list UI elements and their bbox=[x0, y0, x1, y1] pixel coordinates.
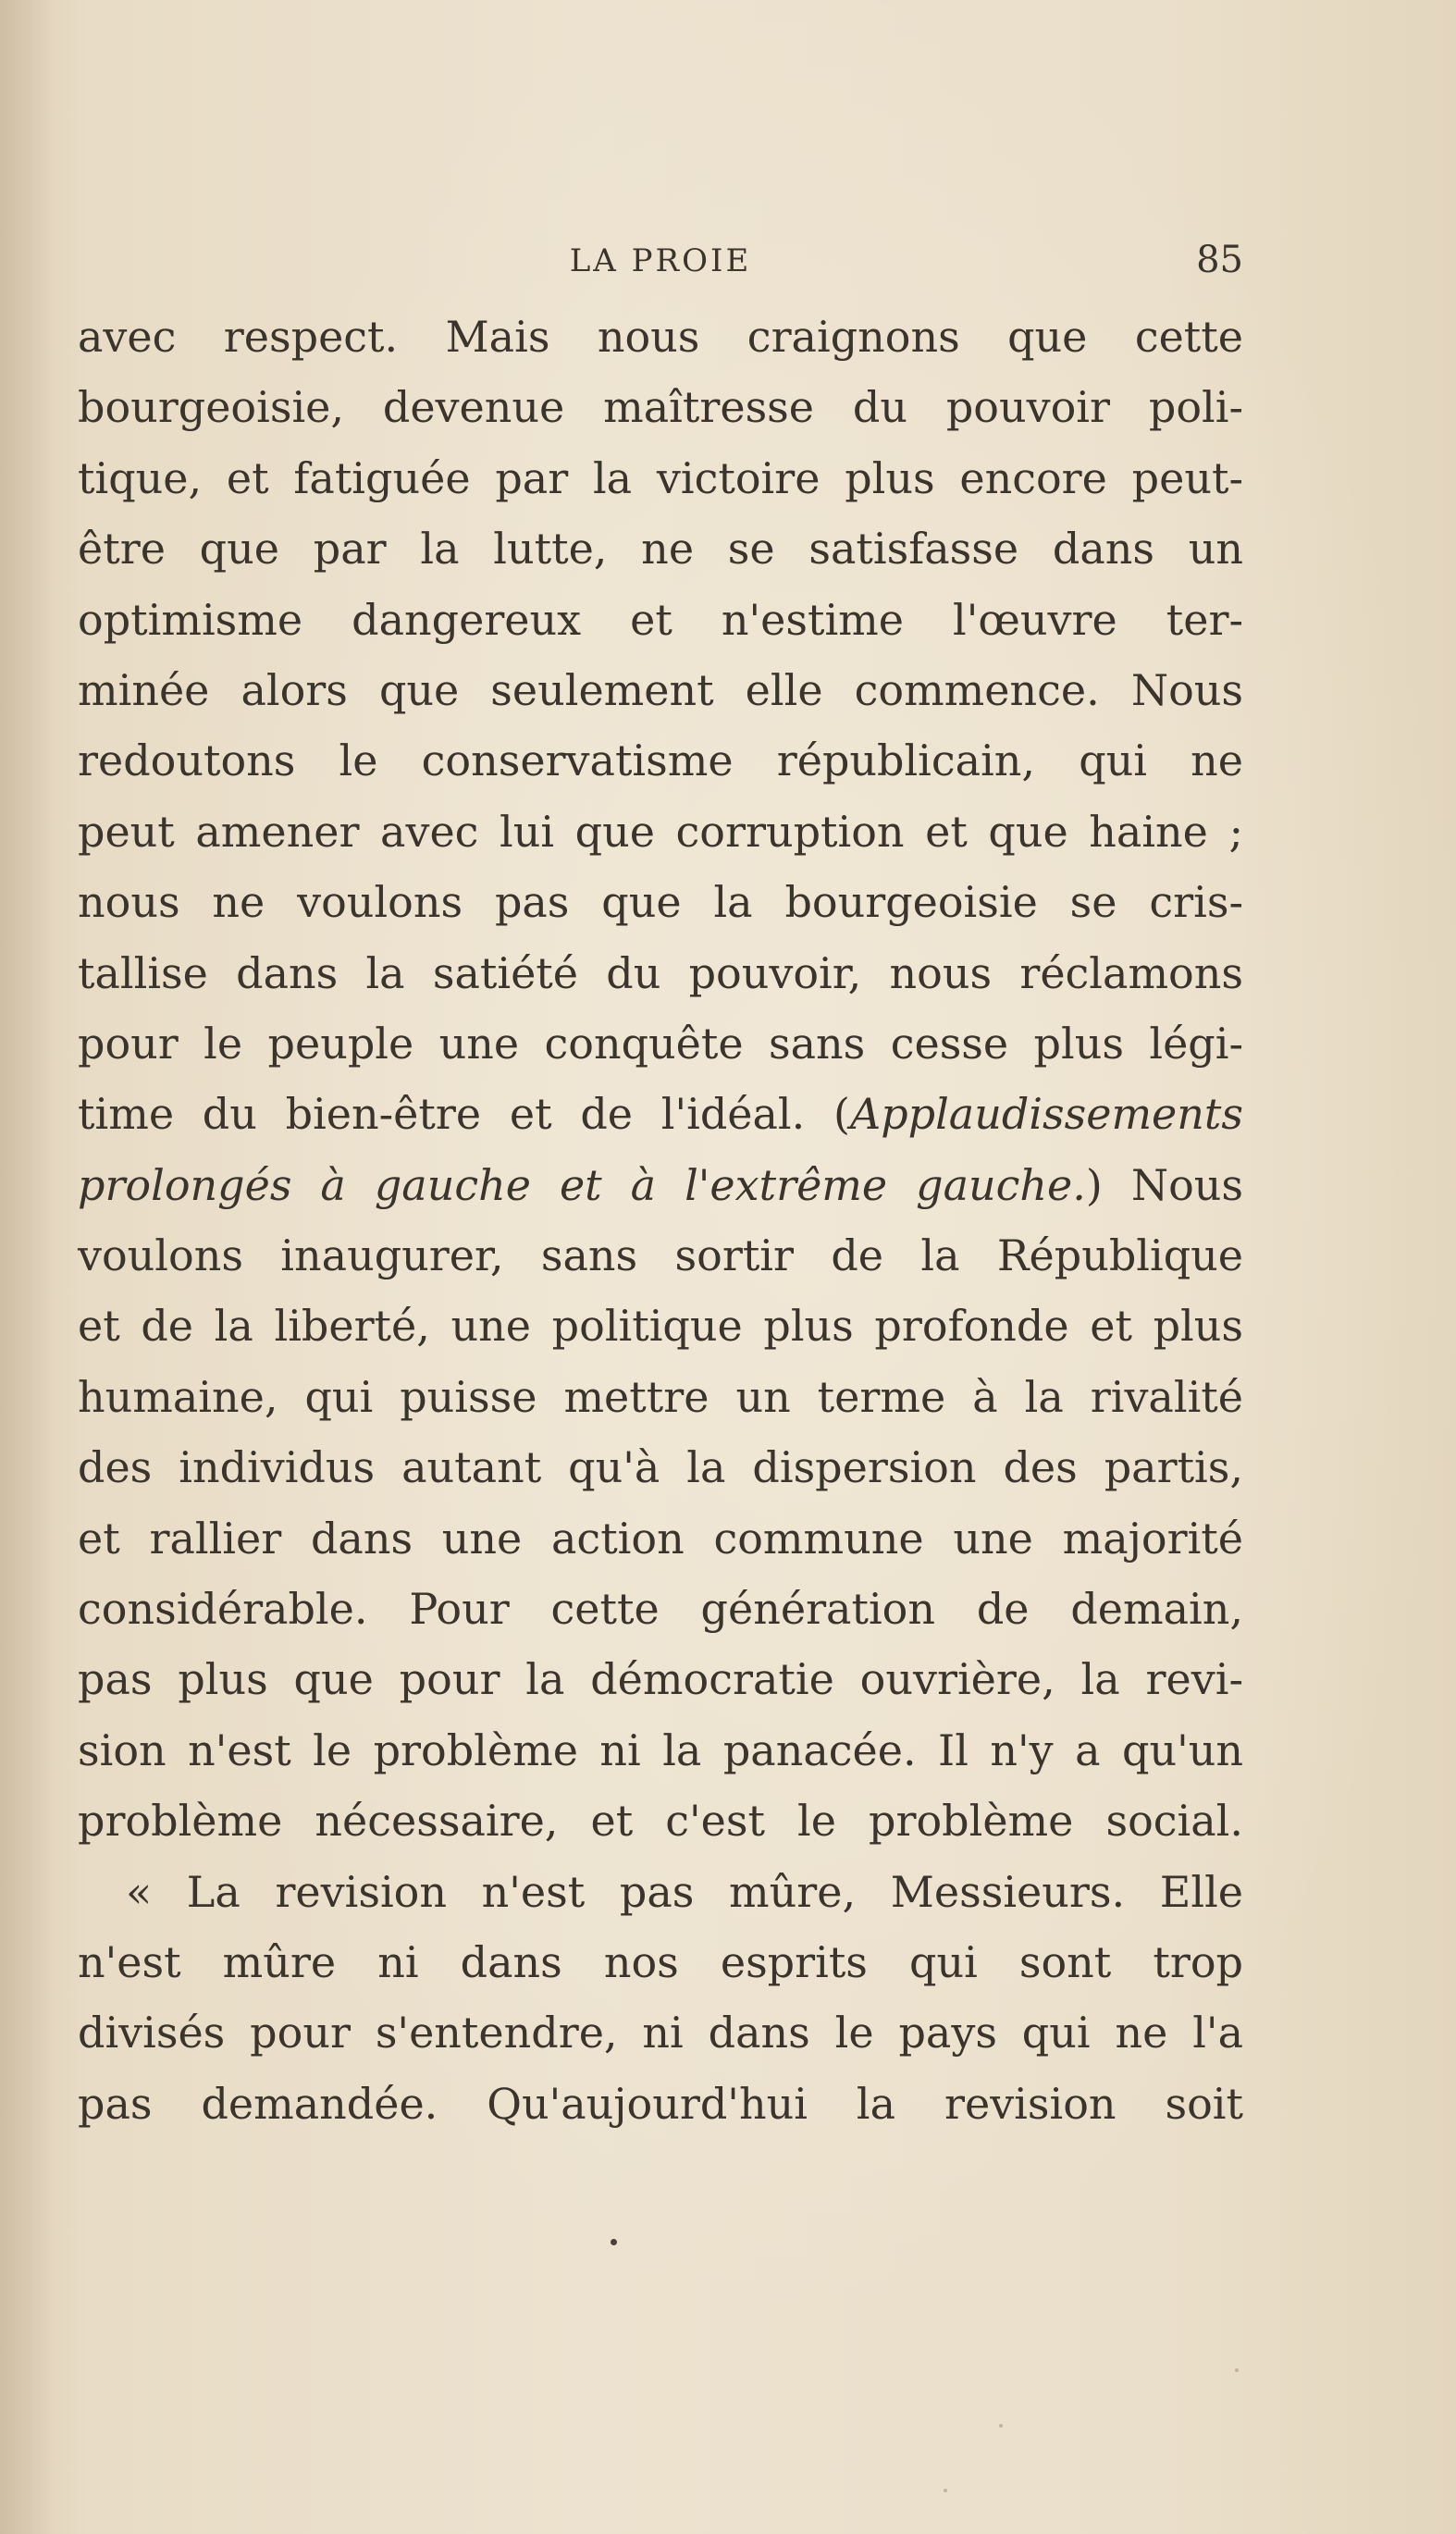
paper-speck bbox=[999, 2424, 1003, 2428]
text-line: humaine, qui puisse mettre un terme à la rivalité bbox=[78, 1371, 1243, 1422]
text-line: voulons inaugurer, sans sortir de la République bbox=[78, 1230, 1243, 1281]
text-line: « La revision n'est pas mûre, Messieurs. Elle bbox=[126, 1866, 1243, 1917]
running-title: LA PROIE bbox=[569, 242, 752, 279]
text-line: être que par la lutte, ne se satisfasse dans un bbox=[78, 524, 1243, 575]
text-line: avec respect. Mais nous craignons que cette bbox=[78, 312, 1243, 362]
text-line: des individus autant qu'à la dispersion des partis, bbox=[78, 1442, 1243, 1493]
paper-speck bbox=[944, 2489, 947, 2492]
text-line: et de la liberté, une politique plus profonde et plus bbox=[78, 1301, 1243, 1352]
text-line: nous ne voulons pas que la bourgeoisie se cris- bbox=[78, 877, 1243, 928]
text-line: prolongés à gauche et à l'extrême gauche.) Nous bbox=[78, 1159, 1243, 1210]
text-line: tallise dans la satiété du pouvoir, nous réclamons bbox=[78, 947, 1243, 998]
text-line: sion n'est le problème ni la panacée. Il n'y a qu'un bbox=[78, 1724, 1243, 1775]
text-line: redoutons le conservatisme républicain, qui ne bbox=[78, 735, 1243, 786]
text-line: pas demandée. Qu'aujourd'hui la revision soit bbox=[78, 2078, 1243, 2129]
text-line: peut amener avec lui que corruption et que haine ; bbox=[78, 806, 1243, 857]
text-line: problème nécessaire, et c'est le problème social. bbox=[78, 1796, 1243, 1847]
text-line: optimisme dangereux et n'estime l'œuvre ter- bbox=[78, 594, 1243, 645]
body-text bbox=[78, 302, 1243, 2139]
gutter-shadow bbox=[0, 0, 56, 2534]
text-line: et rallier dans une action commune une majorité bbox=[78, 1513, 1243, 1564]
text-line: minée alors que seulement elle commence. Nous bbox=[78, 664, 1243, 715]
page-number: 85 bbox=[1196, 239, 1243, 281]
running-head bbox=[78, 239, 1243, 285]
text-line: tique, et fatiguée par la victoire plus encore peut- bbox=[78, 452, 1243, 503]
stage-direction: prolongés à gauche et à l'extrême gauche. bbox=[78, 1159, 1086, 1210]
text-line: n'est mûre ni dans nos esprits qui sont trop bbox=[78, 1936, 1243, 1987]
paper-speck bbox=[1235, 2368, 1239, 2372]
text-line: considérable. Pour cette génération de demain, bbox=[78, 1584, 1243, 1635]
text-line: bourgeoisie, devenue maîtresse du pouvoir poli- bbox=[78, 382, 1243, 433]
text-line: pas plus que pour la démocratie ouvrière, la revi- bbox=[78, 1654, 1243, 1705]
ink-mark bbox=[611, 2239, 617, 2245]
text-line: divisés pour s'entendre, ni dans le pays qui ne l'a bbox=[78, 2008, 1243, 2058]
text-line: pour le peuple une conquête sans cesse plus légi- bbox=[78, 1018, 1243, 1069]
text-line: time du bien-être et de l'idéal. (Applaudissements bbox=[78, 1089, 1243, 1140]
stage-direction: Applaudissements bbox=[849, 1089, 1243, 1140]
